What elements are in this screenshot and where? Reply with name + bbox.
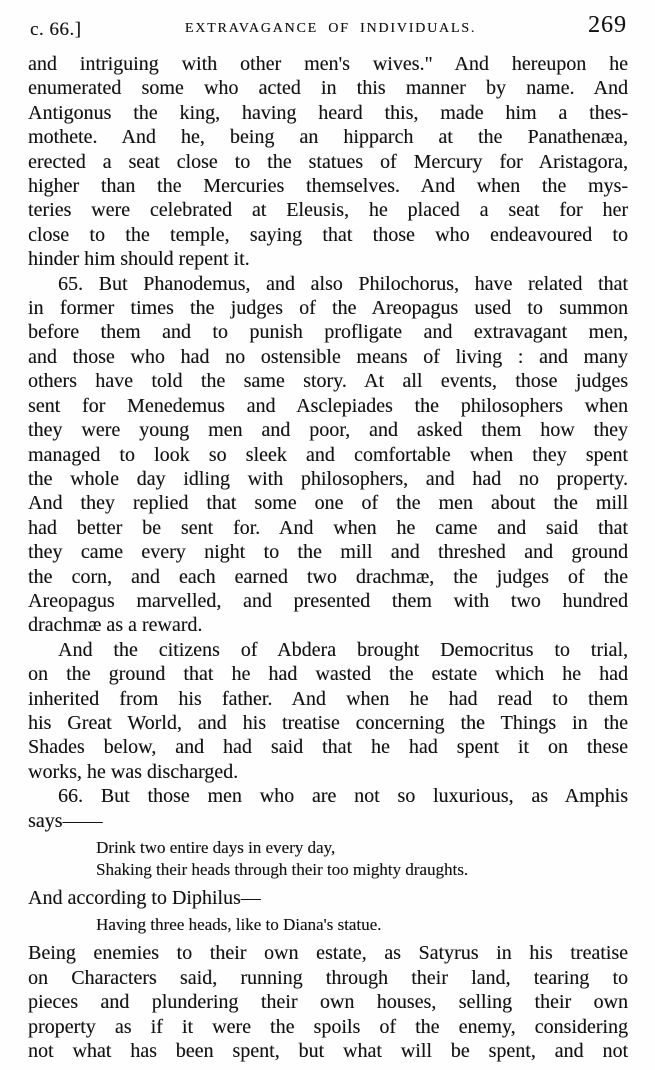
text-line: inherited from his father. And when he had read to them (28, 687, 628, 710)
paragraph (28, 638, 628, 784)
text-line: Shades below, and had said that he had spent it on these (28, 736, 628, 759)
page-number: 269 (588, 12, 627, 38)
paragraph (28, 784, 628, 833)
text-line: they were young men and poor, and asked them how they (28, 419, 628, 442)
text-line: property as if it were the spoils of the enemy, considering (28, 1015, 628, 1038)
text-line: higher than the Mercuries themselves. And when the mys- (28, 175, 628, 198)
text-line: the corn, and each earned two drachmæ, the judges of the (28, 565, 628, 588)
text-line: pieces and plundering their own houses, selling their own (28, 991, 628, 1014)
running-header (28, 12, 633, 44)
text-line: the whole day idling with philosophers, and had no property. (28, 467, 628, 490)
text-line: And according to Diphilus— (28, 887, 261, 909)
text-line: had better be sent for. And when he came and said that (28, 516, 628, 539)
verse-quote (28, 837, 628, 881)
text-line: hinder him should repent it. (28, 248, 250, 271)
text-line: erected a seat close to the statues of Mercury for Aristagora, (28, 150, 628, 173)
text-line: Shaking their heads through their too mighty draughts. (96, 860, 469, 879)
text-line: and those who had no ostensible means of living : and many (28, 345, 628, 368)
text-line: sent for Menedemus and Asclepiades the philosophers when (28, 394, 628, 417)
text-line: before them and to punish profligate and extravagant men, (28, 321, 628, 344)
text-line: Antigonus the king, having heard this, made him a thes- (28, 101, 628, 124)
text-line: Drink two entire days in every day, (96, 838, 336, 857)
text-line: And they replied that some one of the men about the mill (28, 492, 628, 515)
page-text-body (28, 52, 628, 1063)
text-line: says—— (28, 809, 103, 832)
text-line: Areopagus marvelled, and presented them with two hundred (28, 589, 628, 612)
running-title: EXTRAVAGANCE OF INDIVIDUALS. (184, 21, 477, 36)
paragraph (28, 886, 628, 910)
text-line: managed to look so sleek and comfortable when they spent (28, 443, 628, 466)
text-line: 65. But Phanodemus, and also Philochorus, have related that (58, 272, 628, 295)
text-line: not what has been spent, but what will be spent, and not (28, 1040, 628, 1063)
text-line: enumerated some who acted in this manner by name. And (28, 77, 628, 100)
text-line: Being enemies to their own estate, as Satyrus in his treatise (28, 942, 628, 965)
text-line: close to the temple, saying that those who endeavoured to (28, 223, 628, 246)
paragraph (28, 941, 628, 1063)
text-line: drachmæ as a reward. (28, 614, 203, 637)
text-line: 66. But those men who are not so luxurious, as Amphis (58, 785, 628, 808)
text-line: And the citizens of Abdera brought Democritus to trial, (58, 638, 628, 661)
text-line: on the ground that he had wasted the estate which he had (28, 663, 628, 686)
text-line: others have told the same story. At all events, those judges (28, 370, 628, 393)
text-line: they came every night to the mill and threshed and ground (28, 541, 628, 564)
text-line: on Characters said, running through their land, tearing to (28, 966, 628, 989)
paragraph (28, 272, 628, 638)
verse-quote (28, 914, 628, 936)
text-line: in former times the judges of the Areopagus used to summon (28, 297, 628, 320)
text-line: and intriguing with other men's wives." And hereupon he (28, 53, 628, 75)
chapter-marker: c. 66.] (30, 19, 82, 40)
text-line: his Great World, and his treatise concerning the Things in the (28, 711, 628, 734)
text-line: Having three heads, like to Diana's statue. (96, 915, 382, 935)
text-line: mothete. And he, being an hipparch at the Panathenæa, (28, 126, 628, 149)
text-line: works, he was discharged. (28, 760, 239, 783)
text-line: teries were celebrated at Eleusis, he placed a seat for her (28, 199, 628, 222)
paragraph (28, 52, 628, 272)
